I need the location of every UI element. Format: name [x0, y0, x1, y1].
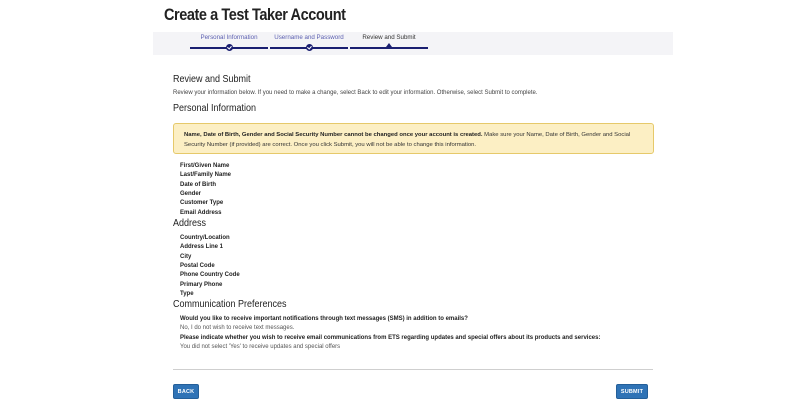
- personal-info-heading: Personal Information: [173, 103, 257, 114]
- check-icon: [306, 44, 313, 51]
- step-personal-information: [190, 32, 268, 55]
- page-title: Create a Test Taker Account: [164, 6, 346, 24]
- step-username-and-password: [270, 32, 348, 55]
- email-offers-answer: You did not select 'Yes' to receive updates and special offers: [180, 344, 341, 350]
- sms-answer: No, I do not wish to receive text messages.: [180, 325, 295, 331]
- back-button[interactable]: BACK: [173, 384, 199, 399]
- field-date-of-birth: Date of Birth: [180, 182, 216, 188]
- progress-stepper: [153, 32, 673, 55]
- step-review-and-submit: [350, 32, 428, 55]
- review-heading: Review and Submit: [173, 74, 251, 85]
- current-step-caret-icon: [386, 43, 392, 47]
- warning-alert: [173, 123, 654, 154]
- field-customer-type: Customer Type: [180, 200, 224, 206]
- step-label: Personal Information: [200, 34, 258, 41]
- step-label: Username and Password: [274, 34, 344, 41]
- step-line: [350, 47, 428, 49]
- field-email-address: Email Address: [180, 210, 222, 216]
- warning-text: Make sure your Name, Date of Birth, Gender and Social Security Number (if provided) are correct. Once you click Submit, you will not be able to change this information.: [184, 132, 631, 148]
- field-last-family-name: Last/Family Name: [180, 172, 232, 178]
- field-country-location: Country/Location: [180, 235, 230, 241]
- divider: [173, 369, 653, 370]
- email-offers-question: Please indicate whether you wish to receive email communications from ETS regarding updates and special offers about its products and services:: [180, 335, 601, 341]
- field-address-line-1: Address Line 1: [180, 244, 224, 250]
- submit-button[interactable]: SUBMIT: [616, 384, 648, 399]
- field-type: Type: [180, 291, 194, 297]
- step-label: Review and Submit: [362, 34, 416, 41]
- field-city: City: [180, 254, 192, 260]
- field-primary-phone: Primary Phone: [180, 282, 223, 288]
- review-intro: Review your information below. If you need to make a change, select Back to edit your information. Otherwise, select Submit to complete.: [173, 90, 538, 96]
- field-phone-country-code: Phone Country Code: [180, 272, 240, 278]
- check-icon: [226, 44, 233, 51]
- field-gender: Gender: [180, 191, 202, 197]
- address-heading: Address: [173, 218, 207, 229]
- warning-bold-text: Name, Date of Birth, Gender and Social Security Number cannot be changed once your account is created.: [184, 132, 483, 138]
- field-postal-code: Postal Code: [180, 263, 215, 269]
- communication-heading: Communication Preferences: [173, 299, 287, 310]
- sms-question: Would you like to receive important notifications through text messages (SMS) in addition to emails?: [180, 316, 468, 322]
- field-first-given-name: First/Given Name: [180, 163, 230, 169]
